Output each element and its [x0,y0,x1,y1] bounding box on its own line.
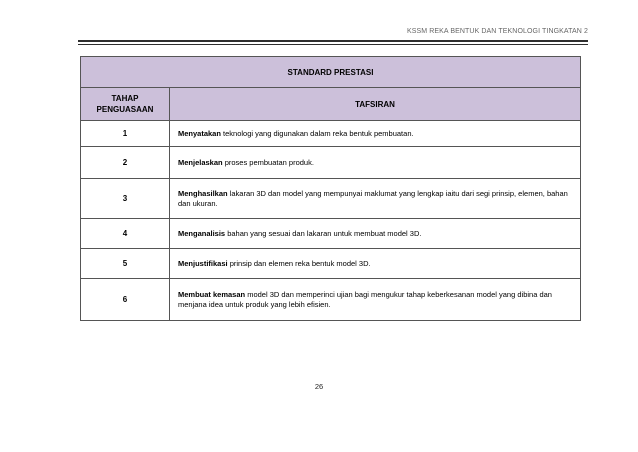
header-rule-thin [78,44,588,45]
description-keyword: Membuat kemasan [178,289,246,299]
description-cell [170,249,581,279]
level-cell: 5 [81,249,170,279]
column-header-tafsiran: TAFSIRAN [170,88,581,121]
table-row [81,121,581,147]
table-row [81,219,581,249]
header-rule-thick [78,40,588,42]
description-text: lakaran 3D dan model yang mempunyai maklumat yang lengkap iaitu dari segi prinsip, elemen, bahan dan ukuran. [178,188,568,208]
description-text: model 3D dan memperinci ujian bagi mengukur tahap keberkesanan model yang dibina dan menjana idea untuk produk yang lebih efisien. [178,289,552,309]
level-cell: 4 [81,219,170,249]
level-cell: 2 [81,147,170,179]
level-cell: 1 [81,121,170,147]
table-title: STANDARD PRESTASI [81,57,581,88]
table-row [81,179,581,219]
description-text: proses pembuatan produk. [222,157,314,167]
table-row [81,147,581,179]
description-cell [170,279,581,321]
description-cell [170,179,581,219]
description-keyword: Menghasilkan [178,188,228,198]
description-keyword: Menjelaskan [178,157,223,167]
level-cell: 3 [81,179,170,219]
document-header: KSSM REKA BENTUK DAN TEKNOLOGI TINGKATAN 2 [406,28,588,35]
description-keyword: Menjustifikasi [178,258,228,268]
description-cell [170,121,581,147]
table-row [81,279,581,321]
description-keyword: Menganalisis [178,228,226,238]
description-cell [170,147,581,179]
description-text: prinsip dan elemen reka bentuk model 3D. [227,258,371,268]
level-cell: 6 [81,279,170,321]
standard-prestasi-table [80,56,581,321]
description-cell [170,219,581,249]
description-text: teknologi yang digunakan dalam reka bentuk pembuatan. [220,128,414,138]
column-header-tahap-line1: TAHAP [111,94,139,103]
description-text: bahan yang sesuai dan lakaran untuk membuat model 3D. [225,228,422,238]
page-number: 26 [314,382,324,391]
column-header-tahap [81,88,170,121]
description-keyword: Menyatakan [178,128,221,138]
table-row [81,249,581,279]
column-header-tahap-line2: PENGUASAAN [96,105,154,114]
